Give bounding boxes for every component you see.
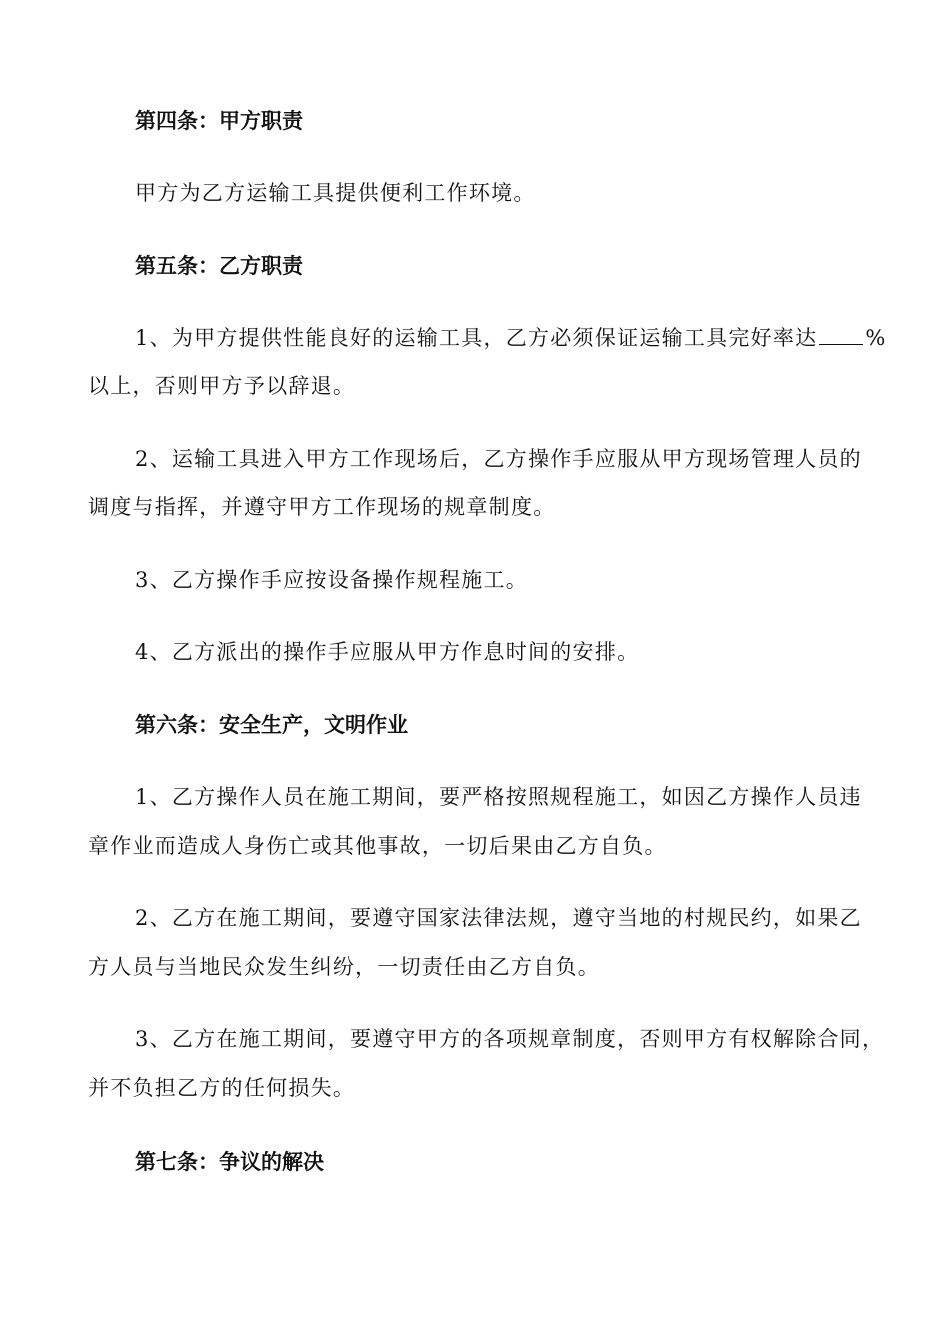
article-5-heading: 第五条：乙方职责: [135, 253, 303, 278]
article-6-item-3-line-2: 并不负担乙方的任何损失。: [88, 1076, 356, 1100]
article-5-item-1-text: 1、为甲方提供性能良好的运输工具，乙方必须保证运输工具完好率达: [135, 326, 818, 350]
article-6-heading: 第六条：安全生产，文明作业: [135, 712, 408, 737]
article-6-item-1-line-2: 章作业而造成人身伤亡或其他事故，一切后果由乙方自负。: [88, 834, 667, 858]
article-7-heading: 第七条：争议的解决: [135, 1149, 324, 1174]
article-6-item-1-line-1: 1、乙方操作人员在施工期间，要严格按照规程施工，如因乙方操作人员违: [135, 785, 862, 809]
article-5-item-1-line-1: [135, 313, 887, 363]
article-4-paragraph: 甲方为乙方运输工具提供便利工作环境。: [135, 181, 536, 205]
article-4-heading: 第四条：甲方职责: [135, 108, 303, 133]
fill-in-blank: [819, 326, 863, 345]
article-5-item-2-line-2: 调度与指挥，并遵守甲方工作现场的规章制度。: [88, 495, 556, 519]
article-6-item-3-line-1: 3、乙方在施工期间，要遵守甲方的各项规章制度，否则甲方有权解除合同，: [135, 1027, 885, 1051]
percent-sign: %: [865, 326, 887, 350]
article-6-item-2-line-2: 方人员与当地民众发生纠纷，一切责任由乙方自负。: [88, 955, 600, 979]
article-5-item-1-line-2: 以上，否则甲方予以辞退。: [88, 374, 356, 398]
article-5-item-2-line-1: 2、运输工具进入甲方工作现场后，乙方操作手应服从甲方现场管理人员的: [135, 447, 862, 471]
article-5-item-4: 4、乙方派出的操作手应服从甲方作息时间的安排。: [135, 640, 640, 664]
article-5-item-3: 3、乙方操作手应按设备操作规程施工。: [135, 568, 529, 592]
article-6-item-2-line-1: 2、乙方在施工期间，要遵守国家法律法规，遵守当地的村规民约，如果乙: [135, 906, 862, 930]
